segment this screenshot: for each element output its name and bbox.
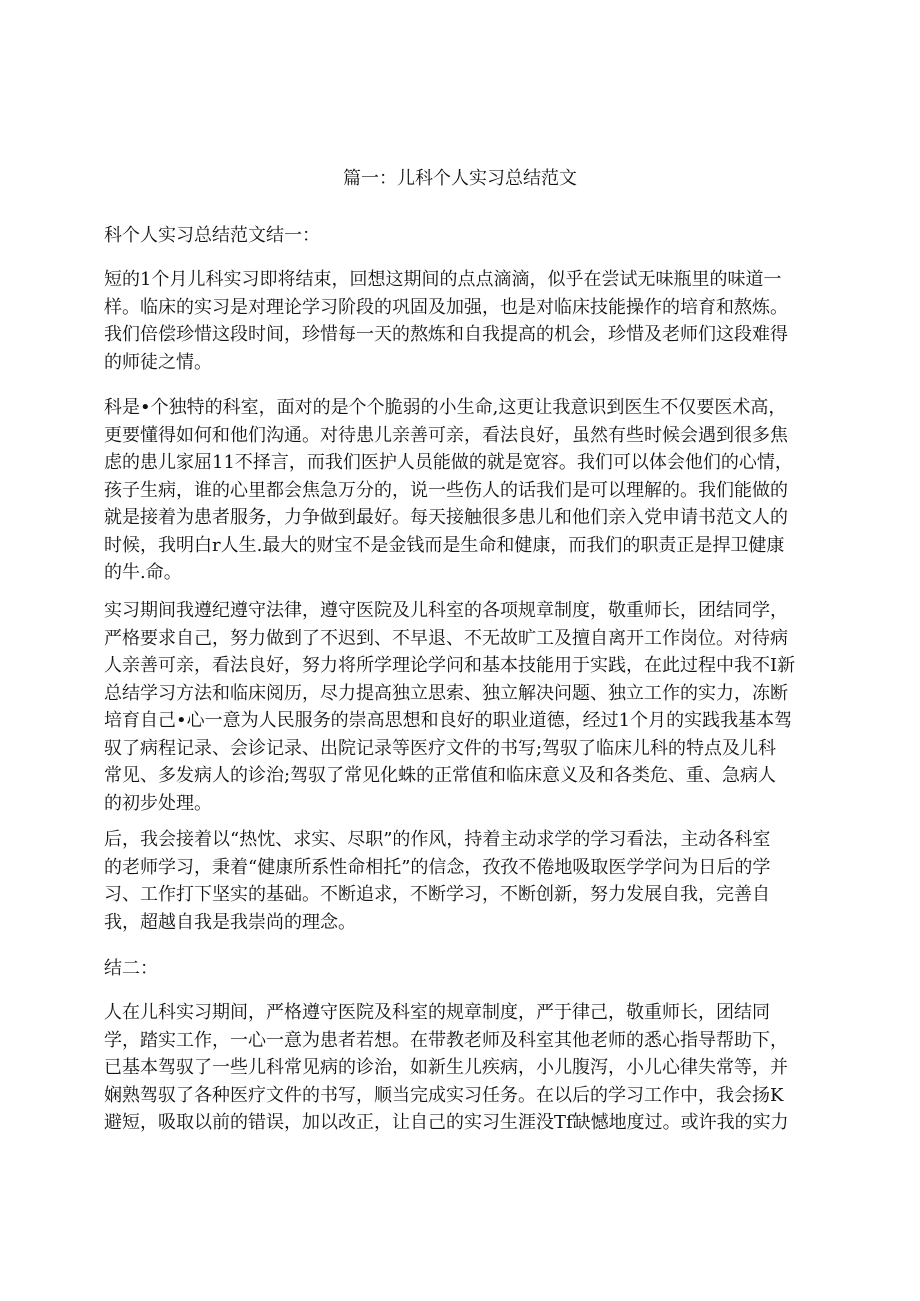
paragraph-line: 娴熟驾驭了各种医疗文件的书写，顺当完成实习任务。在以后的学习工作中，我会扬K	[104, 1084, 784, 1106]
paragraph-1	[104, 266, 816, 376]
paragraph-line: 虑的患儿家屈11不择言，而我们医护人员能做的就是宽容。我们可以体会他们的心情，	[104, 452, 793, 473]
section-heading-2	[104, 955, 816, 983]
paragraph-line: 时候，我明白r人生.最大的财宝不是金钱而是生命和健康，而我们的职责正是捍卫健康	[104, 534, 785, 556]
section-heading-text: 科个人实习总结范文结一：	[104, 225, 320, 246]
paragraph-line: 学，踏实工作，一心一意为患者若想。在带教老师及科室其他老师的悉心指导帮助下，	[104, 1029, 788, 1051]
paragraph-line: 人亲善可亲，看法良好，努力将所学理论学问和基本技能用于实践，在此过程中我不I新	[104, 655, 796, 676]
paragraph-5	[104, 999, 816, 1137]
paragraph-line: 后，我会接着以“热忱、求实、尽职”的作风，持着主动求学的学习看法，主动各科室	[104, 829, 771, 850]
paragraph-line: 习、工作打下坚实的基础。不断追求，不断学习，不断创新，努力发展自我，完善自	[104, 884, 770, 905]
paragraph-line: 避短，吸取以前的错误，加以改正，让自己的实习生涯没Tf缺憾地度过。或许我的实力	[104, 1112, 789, 1133]
paragraph-2	[104, 394, 816, 587]
paragraph-line: 常见、多发病人的诊治;驾驭了常见化蛛的正常值和临床意义及和各类危、重、急病人	[104, 765, 777, 786]
paragraph-line: 的师徒之情。	[104, 351, 212, 373]
paragraph-line: 科是•个独特的科室，面对的是个个脆弱的小生命,这更让我意识到医生不仅要医术高，	[104, 397, 787, 418]
paragraph-4	[104, 826, 816, 936]
paragraph-line: 培育自己•心一意为人民服务的崇高思想和良好的职业道德，经过1个月的实践我基本驾	[104, 710, 793, 731]
paragraph-line: 就是接着为患者服务，力争做到最好。每天接触很多患儿和他们亲入党申请书范文人的	[104, 507, 788, 528]
paragraph-line: 的老师学习，秉着“健康所系性命相托”的信念，孜孜不倦地吸取医学学问为日后的学	[104, 856, 771, 878]
paragraph-line: 的牛.命。	[104, 562, 182, 583]
paragraph-line: 样。临床的实习是对理论学习阶段的巩固及加强，也是对临床技能操作的培育和熬炼。	[104, 296, 788, 318]
paragraph-3	[104, 597, 816, 817]
paragraph-line: 孩子生病，谁的心里都会焦急万分的，说一些伤人的话我们是可以理解的。我们能做的	[104, 479, 788, 501]
paragraph-line: 的初步处理。	[104, 792, 212, 814]
section-heading-text: 结二：	[104, 958, 158, 979]
paragraph-line: 驭了病程记录、会诊记录、出院记录等医疗文件的书写;驾驭了临床儿科的特点及儿科	[104, 737, 777, 759]
paragraph-line: 我，超越自我是我崇尚的理念。	[104, 911, 356, 933]
paragraph-line: 人在儿科实习期间，严格遵守医院及科室的规章制度，严于律己，敬重师长，团结同	[104, 1002, 770, 1023]
paragraph-line: 严格要求自己，努力做到了不迟到、不早退、不无故旷工及擅自离开工作岗位。对待病	[104, 627, 788, 649]
section-heading-1	[104, 222, 816, 250]
document-title: 篇一：儿科个人实习总结范文	[343, 168, 577, 189]
paragraph-line: 已基本驾驭了一些儿科常见病的诊治，如新生儿疾病，小儿腹泻，小儿心律失常等，并	[104, 1057, 788, 1078]
paragraph-line: 总结学习方法和临床阅历，尽力提高独立思索、独立解决问题、独立工作的实力，冻断	[104, 682, 788, 704]
paragraph-line: 更要懂得如何和他们沟通。对待患儿亲善可亲，看法良好，虽然有些时候会遇到很多焦	[104, 424, 788, 446]
paragraph-line: 短的1个月儿科实习即将结束，回想这期间的点点滴滴，似乎在尝试无味瓶里的味道一	[104, 269, 782, 290]
paragraph-line: 实习期间我遵纪遵守法律，遵守医院及儿科室的各项规章制度，敬重师长，团结同学，	[104, 600, 788, 621]
paragraph-line: 我们倍偿珍惜这段时间，珍惜每一天的熬炼和自我提高的机会，珍惜及老师们这段难得	[104, 324, 788, 345]
